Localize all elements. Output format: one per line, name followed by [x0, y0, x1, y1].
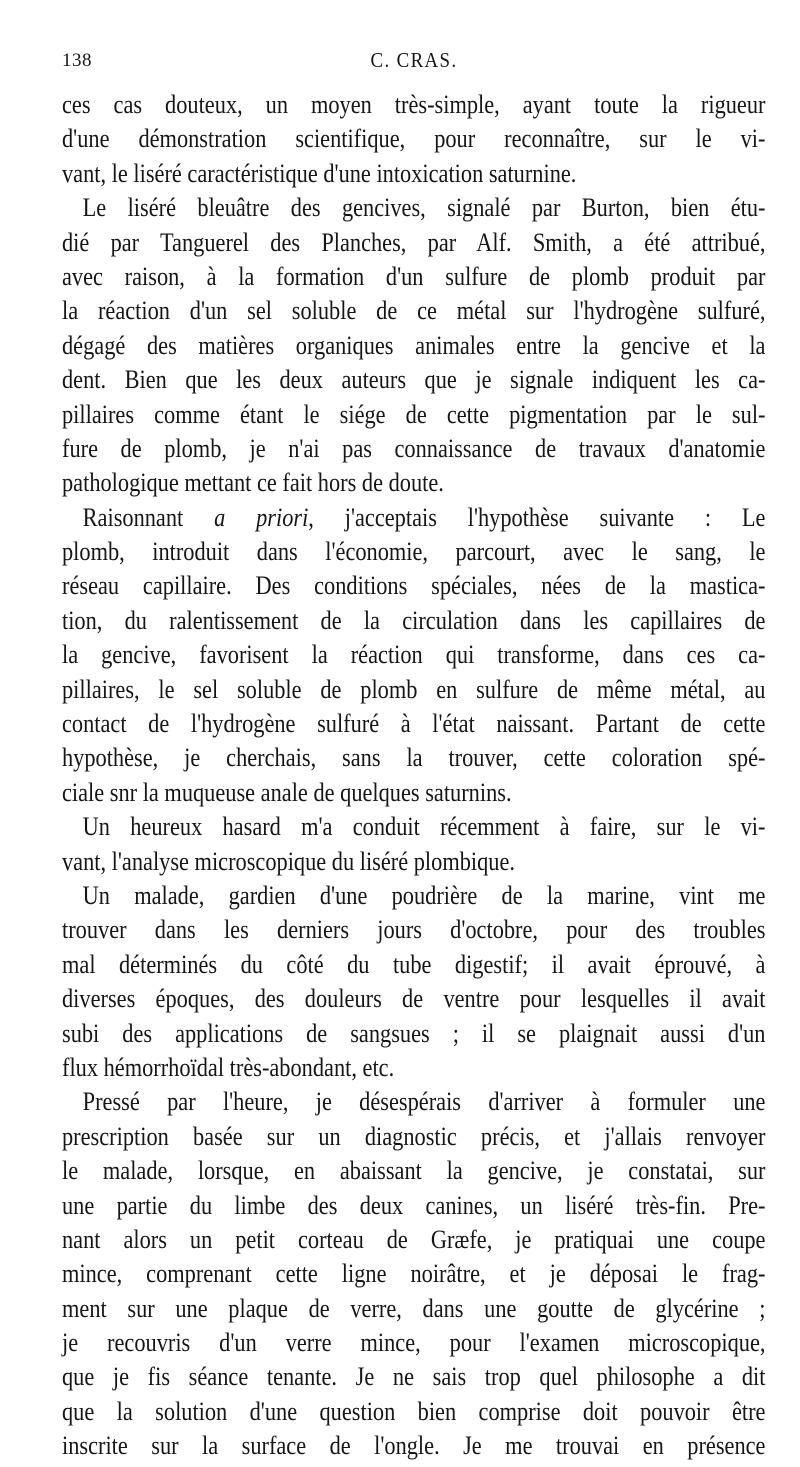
text-line: dégagé des matières organiques animales entre la gencive et la [62, 330, 766, 360]
text-line: trouver dans les derniers jours d'octobre, pour des troubles [62, 915, 766, 945]
text-line: ces cas douteux, un moyen très-simple, ayant toute la rigueur [62, 90, 766, 119]
text-line: flux hémorrhoïdal très-abondant, etc. [62, 1052, 395, 1082]
text-line: mal déterminés du côté du tube digestif; il avait éprouvé, à [62, 949, 766, 979]
page-number: 138 [62, 50, 92, 71]
text-line: pathologique mettant ce fait hors de doute. [62, 468, 444, 498]
text-line: dent. Bien que les deux auteurs que je signale indiquent les ca- [62, 365, 766, 395]
text-line: je recouvris d'un verre mince, pour l'examen microscopique, [62, 1328, 766, 1358]
text-line: Un malade, gardien d'une poudrière de la marine, vint me [82, 880, 766, 910]
text-line: mince, comprenant cette ligne noirâtre, et je déposai le frag- [62, 1259, 766, 1289]
text-line: Le liséré bleuâtre des gencives, signalé par Burton, bien étu- [82, 193, 766, 223]
text-line: nant alors un petit corteau de Græfe, je pratiquai une coupe [62, 1224, 766, 1254]
text-line: Un heureux hasard m'a conduit récemment à faire, sur le vi- [82, 812, 766, 842]
text-line: la réaction d'un sel soluble de ce métal sur l'hydrogène sulfuré, [62, 296, 766, 326]
text-line: prescription basée sur un diagnostic précis, et j'allais renvoyer [62, 1121, 766, 1151]
text-line: hypothèse, je cherchais, sans la trouver, cette coloration spé- [62, 743, 766, 773]
text-line: ment sur une plaque de verre, dans une goutte de glycérine ; [62, 1293, 766, 1323]
text-line: Pressé par l'heure, je désespérais d'arriver à formuler une [82, 1087, 766, 1117]
text-line: subi des applications de sangsues ; il se plaignait aussi d'un [62, 1018, 766, 1048]
text-line: la gencive, favorisent la réaction qui transforme, dans ces ca- [62, 640, 766, 670]
text-segment: Raisonnant [82, 502, 215, 532]
text-line: vant, l'analyse microscopique du liséré plombique. [62, 846, 515, 876]
text-line: plomb, introduit dans l'économie, parcourt, avec le sang, le [62, 537, 766, 567]
text-line: le malade, lorsque, en abaissant la gencive, je constatai, sur [62, 1156, 766, 1186]
text-line: dié par Tanguerel des Planches, par Alf. Smith, a été attribué, [62, 227, 766, 257]
text-line: tion, du ralentissement de la circulation dans les capillaires de [62, 605, 766, 635]
running-head: C. CRAS. [370, 48, 458, 72]
text-line: vant, le liséré caractéristique d'une intoxication saturnine. [62, 158, 577, 188]
text-line: inscrite sur la surface de l'ongle. Je me trouvai en présence [62, 1431, 766, 1461]
text-line: pillaires, le sel soluble de plomb en sulfure de même métal, au [62, 674, 766, 704]
text-line: contact de l'hydrogène sulfuré à l'état naissant. Partant de cette [62, 709, 766, 739]
text-segment: , j'acceptais l'hypothèse suivante : Le [308, 502, 766, 532]
text-line: ciale snr la muqueuse anale de quelques saturnins. [62, 777, 512, 807]
text-line: d'une démonstration scientifique, pour reconnaître, sur le vi- [62, 124, 766, 154]
text-line: avec raison, à la formation d'un sulfure de plomb produit par [62, 261, 766, 291]
text-line: pillaires comme étant le siége de cette pigmentation par le sul- [62, 399, 766, 429]
text-line: réseau capillaire. Des conditions spéciales, nées de la mastica- [62, 571, 766, 601]
page-header [62, 44, 766, 74]
text-line [62, 501, 765, 535]
text-line: que la solution d'une question bien comprise doit pouvoir être [62, 1396, 766, 1426]
text-line: que je fis séance tenante. Je ne sais trop quel philosophe a dit [62, 1362, 766, 1392]
italic-phrase: a priori [214, 502, 309, 532]
text-line: diverses époques, des douleurs de ventre pour lesquelles il avait [62, 984, 766, 1014]
text-line: fure de plomb, je n'ai pas connaissance de travaux d'anatomie [62, 433, 766, 463]
body-text [62, 88, 766, 1464]
text-line: une partie du limbe des deux canines, un liséré très-fin. Pre- [62, 1190, 766, 1220]
book-page [62, 44, 766, 1464]
